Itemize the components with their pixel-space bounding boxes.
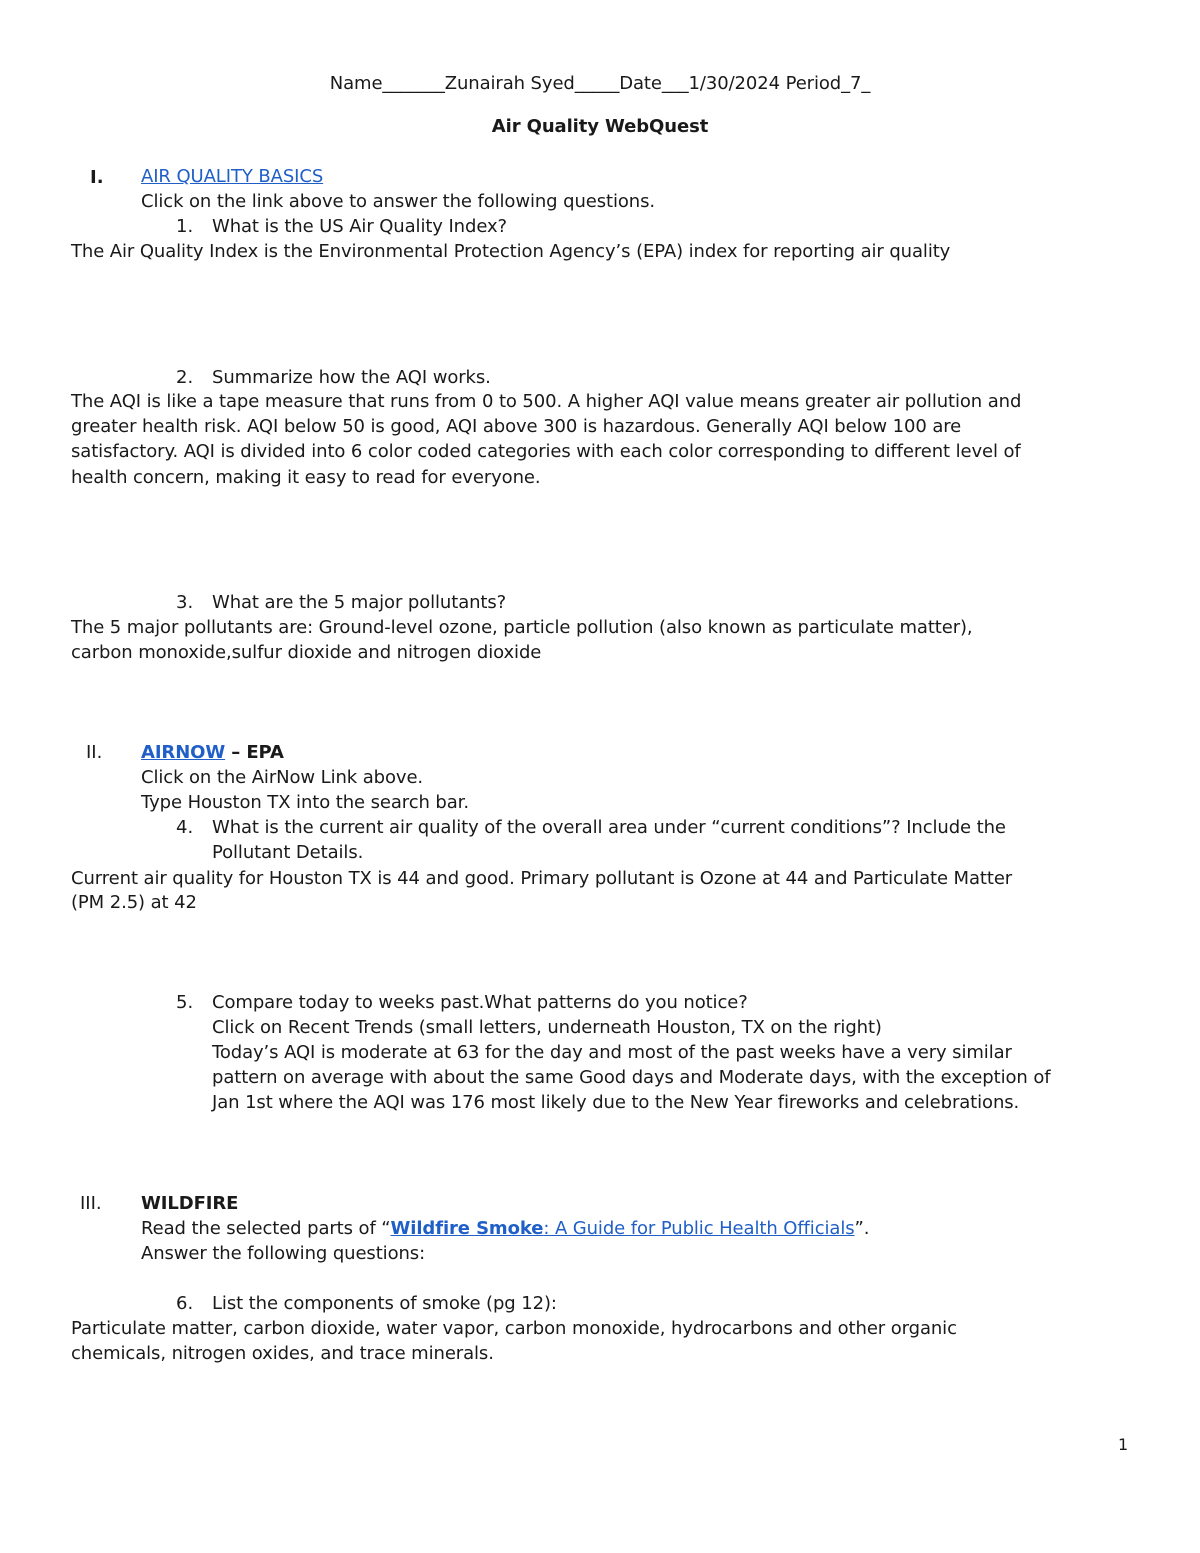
section-2-instruction: Click on the AirNow Link above. <box>141 767 424 788</box>
answer-4-line: Current air quality for Houston TX is 44 and good. Primary pollutant is Ozone at 44 and Particulate Matter <box>71 868 1013 889</box>
question-2-number: 2. <box>176 367 194 388</box>
read-suffix: ”. <box>854 1218 870 1239</box>
question-6: List the components of smoke (pg 12): <box>212 1293 557 1314</box>
question-6-number: 6. <box>176 1293 194 1314</box>
answer-5-line: Today’s AQI is moderate at 63 for the day and most of the past weeks have a very similar <box>212 1042 1012 1063</box>
question-2: Summarize how the AQI works. <box>212 367 491 388</box>
answer-1: The Air Quality Index is the Environmental Protection Agency’s (EPA) index for reporting air quality <box>71 241 951 262</box>
answer-5-line: Jan 1st where the AQI was 176 most likely due to the New Year fireworks and celebrations. <box>212 1092 1020 1113</box>
section-1-instruction: Click on the link above to answer the following questions. <box>141 191 655 212</box>
section-3-numeral: III. <box>80 1193 102 1214</box>
answer-6-line: chemicals, nitrogen oxides, and trace minerals. <box>71 1343 494 1364</box>
question-3: What are the 5 major pollutants? <box>212 592 507 613</box>
page-title: Air Quality WebQuest <box>491 116 709 137</box>
question-4-line: Pollutant Details. <box>212 842 364 863</box>
airnow-link[interactable]: AIRNOW <box>141 742 226 763</box>
wildfire-smoke-link[interactable]: Wildfire Smoke <box>390 1218 544 1239</box>
answer-5-line: pattern on average with about the same Good days and Moderate days, with the exception of <box>212 1067 1051 1088</box>
page-number: 1 <box>1118 1435 1129 1454</box>
question-4-number: 4. <box>176 817 194 838</box>
answer-2-line: health concern, making it easy to read for everyone. <box>71 467 541 488</box>
question-4-line: What is the current air quality of the overall area under “current conditions”? Include the <box>212 817 1006 838</box>
answer-2-line: satisfactory. AQI is divided into 6 color coded categories with each color corresponding to different level of <box>71 441 1021 462</box>
question-1-number: 1. <box>176 216 194 237</box>
wildfire-guide-link[interactable]: : A Guide for Public Health Officials <box>543 1218 855 1239</box>
read-prefix: Read the selected parts of “ <box>141 1218 391 1239</box>
question-5: Compare today to weeks past.What patterns do you notice? <box>212 992 748 1013</box>
question-1: What is the US Air Quality Index? <box>212 216 507 237</box>
answer-3-line: carbon monoxide,sulfur dioxide and nitrogen dioxide <box>71 642 542 663</box>
question-5-number: 5. <box>176 992 194 1013</box>
answer-3-line: The 5 major pollutants are: Ground-level ozone, particle pollution (also known as particulate matter), <box>71 617 973 638</box>
name-date-line: Name_______Zunairah Syed_____Date___1/30/2024 Period_7_ <box>329 73 871 94</box>
answer-2-line: The AQI is like a tape measure that runs from 0 to 500. A higher AQI value means greater air pollution and <box>71 391 1022 412</box>
section-2-numeral: II. <box>86 742 103 763</box>
section-1-numeral: I. <box>90 167 104 188</box>
section-3-instruction: Answer the following questions: <box>141 1243 426 1264</box>
question-3-number: 3. <box>176 592 194 613</box>
answer-4-line: (PM 2.5) at 42 <box>71 892 197 913</box>
answer-2-line: greater health risk. AQI below 50 is good, AQI above 300 is hazardous. Generally AQI below 100 are <box>71 416 962 437</box>
airnow-suffix: – EPA <box>225 742 284 763</box>
air-quality-basics-link[interactable]: AIR QUALITY BASICS <box>141 166 324 187</box>
section-3-heading: WILDFIRE <box>141 1193 239 1214</box>
question-5-instruction: Click on Recent Trends (small letters, underneath Houston, TX on the right) <box>212 1017 882 1038</box>
section-2-instruction: Type Houston TX into the search bar. <box>141 792 469 813</box>
answer-6-line: Particulate matter, carbon dioxide, water vapor, carbon monoxide, hydrocarbons and other organic <box>71 1318 957 1339</box>
